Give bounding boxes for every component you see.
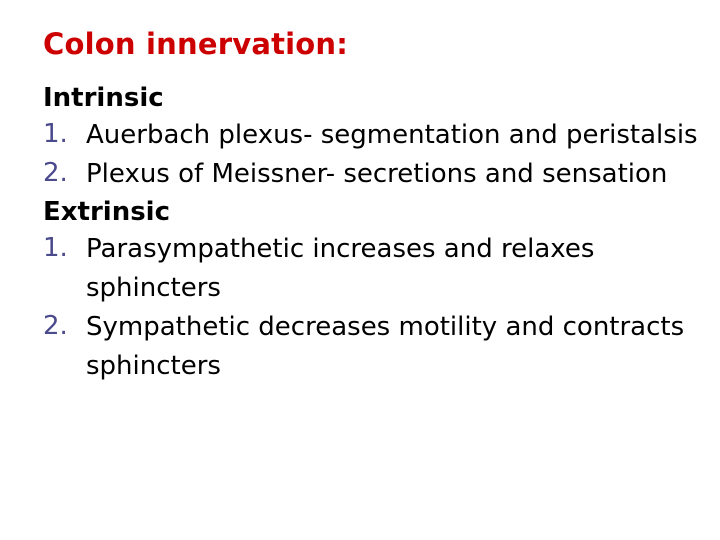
list-number: 1. xyxy=(43,233,68,263)
section-heading-intrinsic: Intrinsic xyxy=(43,83,164,113)
section-heading-extrinsic: Extrinsic xyxy=(43,197,171,227)
list-text: Plexus of Meissner- secretions and sensation xyxy=(86,159,668,189)
list-text: Auerbach plexus- segmentation and peristalsis xyxy=(86,120,698,150)
list-item xyxy=(43,308,703,386)
slide-body xyxy=(43,80,703,386)
list-item xyxy=(43,155,703,194)
list-number: 2. xyxy=(43,158,68,188)
list-text: Sympathetic decreases motility and contracts sphincters xyxy=(86,312,685,381)
slide-title: Colon innervation: xyxy=(43,27,349,61)
list-number: 1. xyxy=(43,119,68,149)
list-number: 2. xyxy=(43,311,68,341)
list-item xyxy=(43,116,703,155)
list-item xyxy=(43,230,703,308)
list-text: Parasympathetic increases and relaxes sphincters xyxy=(86,234,595,303)
